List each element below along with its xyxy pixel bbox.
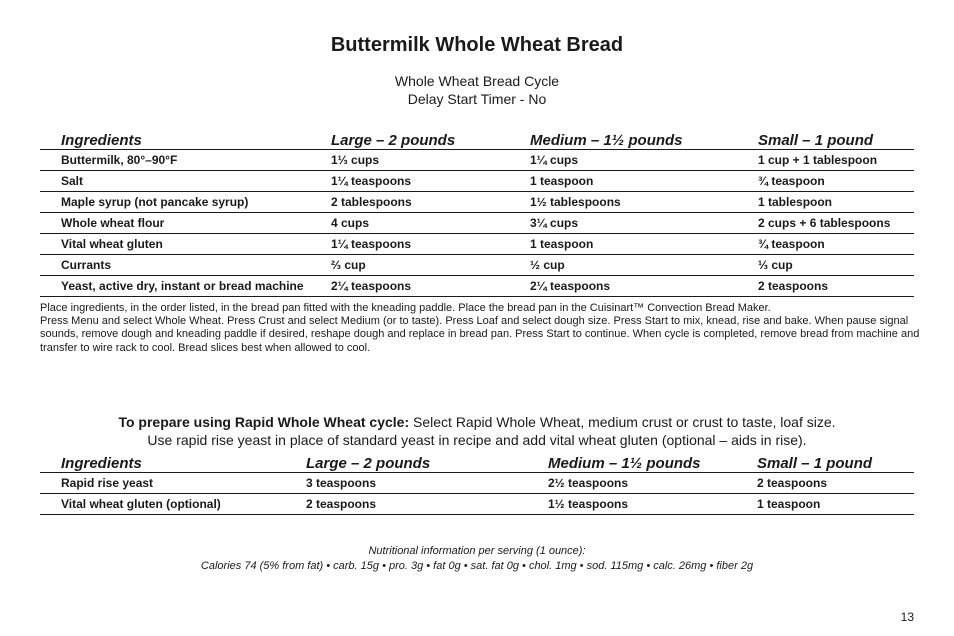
amount-small: ¾ teaspoon (758, 171, 914, 192)
amount-medium: 2¼ teaspoons (530, 276, 758, 297)
ingredient-name: Yeast, active dry, instant or bread machine (40, 276, 331, 297)
rapid-cycle-text: Use rapid rise yeast in place of standard yeast in recipe and add vital wheat gluten (optional – aids in rise). (147, 432, 807, 448)
header-large: Large – 2 pounds (306, 449, 548, 473)
amount-large: 1¼ teaspoons (331, 234, 530, 255)
amount-medium: 2½ teaspoons (548, 473, 757, 494)
amount-large: 1⅓ cups (331, 150, 530, 171)
table-row (40, 494, 914, 515)
amount-small: 1 teaspoon (757, 494, 914, 515)
amount-medium: 3¼ cups (530, 213, 758, 234)
header-ingredients: Ingredients (40, 126, 331, 150)
header-small: Small – 1 pound (758, 126, 914, 150)
amount-small: ⅓ cup (758, 255, 914, 276)
amount-large: 4 cups (331, 213, 530, 234)
table-row (40, 150, 914, 171)
rapid-ingredients-table (40, 449, 914, 515)
table-row (40, 213, 914, 234)
amount-medium: 1 teaspoon (530, 234, 758, 255)
amount-medium: 1½ tablespoons (530, 192, 758, 213)
amount-large: 2 teaspoons (306, 494, 548, 515)
ingredient-name: Vital wheat gluten (40, 234, 331, 255)
ingredients-table (40, 126, 914, 297)
amount-large: 2¼ teaspoons (331, 276, 530, 297)
instructions-paragraph: Press Menu and select Whole Wheat. Press Crust and select Medium (or to taste). Press Loaf and select dough size. Press Start to mix, knead, rise and bake. When pause signal sounds, remove dough and kneading paddle if desired, reshape dough and replace in bread pan. Press Start to continue. When cycle is completed, remove bread from machine and transfer to wire rack to cool. Bread slices best when allowed to cool. (40, 315, 920, 354)
ingredient-name: Buttermilk, 80°–90°F (40, 150, 331, 171)
amount-small: 2 cups + 6 tablespoons (758, 213, 914, 234)
rapid-cycle-note (0, 413, 954, 449)
amount-medium: 1¼ cups (530, 150, 758, 171)
amount-small: ¾ teaspoon (758, 234, 914, 255)
cycle-label: Whole Wheat Bread Cycle (394, 73, 560, 89)
ingredient-name: Rapid rise yeast (40, 473, 306, 494)
amount-small: 1 tablespoon (758, 192, 914, 213)
table-row (40, 255, 914, 276)
rapid-cycle-text: Select Rapid Whole Wheat, medium crust or crust to taste, loaf size. (409, 414, 836, 430)
instructions (40, 302, 920, 355)
nutrition-heading: Nutritional information per serving (1 ounce): (368, 545, 586, 557)
table-row (40, 473, 914, 494)
header-medium: Medium – 1½ pounds (530, 126, 758, 150)
amount-medium: 1 teaspoon (530, 171, 758, 192)
ingredient-name: Whole wheat flour (40, 213, 331, 234)
header-small: Small – 1 pound (757, 449, 914, 473)
table-row (40, 234, 914, 255)
header-ingredients: Ingredients (40, 449, 306, 473)
amount-small: 1 cup + 1 tablespoon (758, 150, 914, 171)
delay-start-label: Delay Start Timer - No (407, 91, 547, 107)
page-title: Buttermilk Whole Wheat Bread (330, 34, 624, 56)
amount-large: 2 tablespoons (331, 192, 530, 213)
header-large: Large – 2 pounds (331, 126, 530, 150)
nutrition-values: Calories 74 (5% from fat) • carb. 15g • pro. 3g • fat 0g • sat. fat 0g • chol. 1mg • sod. 115mg • calc. 26mg • fiber 2g (200, 560, 754, 572)
rapid-cycle-heading: To prepare using Rapid Whole Wheat cycle: (118, 414, 410, 430)
amount-large: 1¼ teaspoons (331, 171, 530, 192)
table-header-row (40, 126, 914, 150)
table-row (40, 192, 914, 213)
ingredient-name: Vital wheat gluten (optional) (40, 494, 306, 515)
table-row (40, 171, 914, 192)
ingredient-name: Maple syrup (not pancake syrup) (40, 192, 331, 213)
nutrition-info (0, 544, 954, 574)
amount-small: 2 teaspoons (758, 276, 914, 297)
page-number: 13 (900, 610, 914, 624)
ingredient-name: Salt (40, 171, 331, 192)
amount-medium: ½ cup (530, 255, 758, 276)
amount-large: ⅔ cup (331, 255, 530, 276)
amount-medium: 1½ teaspoons (548, 494, 757, 515)
header-medium: Medium – 1½ pounds (548, 449, 757, 473)
instructions-paragraph: Place ingredients, in the order listed, in the bread pan fitted with the kneading paddle. Place the bread pan in the Cuisinart™ Convection Bread Maker. (40, 302, 771, 314)
table-header-row (40, 449, 914, 473)
table-row (40, 276, 914, 297)
amount-large: 3 teaspoons (306, 473, 548, 494)
ingredient-name: Currants (40, 255, 331, 276)
amount-small: 2 teaspoons (757, 473, 914, 494)
